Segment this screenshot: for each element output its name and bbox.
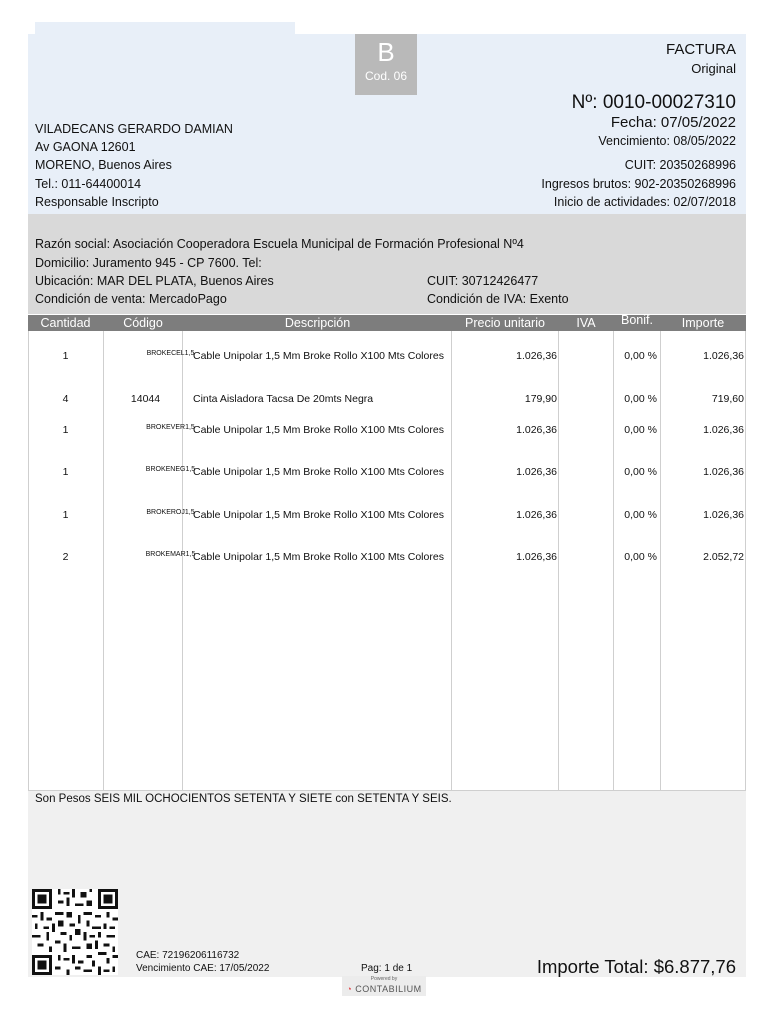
- client-business-name: Razón social: Asociación Cooperadora Escuela Municipal de Formación Profesional Nº4: [35, 237, 524, 251]
- brand-row: [342, 983, 426, 995]
- row-discount: 0,00 %: [624, 509, 657, 521]
- row-quantity: 1: [62, 350, 69, 362]
- row-amount: 1.026,36: [703, 424, 744, 436]
- header-amount: Importe: [681, 316, 725, 330]
- row-quantity: 1: [62, 424, 69, 436]
- issuer-name: VILADECANS GERARDO DAMIAN: [35, 122, 233, 136]
- issuer-address: Av GAONA 12601: [35, 140, 136, 154]
- powered-by-label: Powered by: [370, 976, 398, 982]
- header-code: Código: [123, 316, 163, 330]
- powered-by-badge: [342, 976, 426, 996]
- client-sale-condition: Condición de venta: MercadoPago: [35, 292, 227, 306]
- invoice-total: Importe Total: $6.877,76: [536, 956, 736, 977]
- header-description: Descripción: [284, 316, 351, 330]
- row-amount: 1.026,36: [703, 350, 744, 362]
- row-quantity: 2: [62, 551, 69, 563]
- row-unit-price: 1.026,36: [516, 466, 557, 478]
- row-code: 14044: [130, 393, 161, 405]
- items-table-header: [28, 315, 746, 331]
- page-indicator: Pag: 1 de 1: [361, 963, 413, 974]
- row-unit-price: 1.026,36: [516, 350, 557, 362]
- qr-code-icon: [30, 889, 120, 975]
- client-address: Domicilio: Juramento 945 - CP 7600. Tel:: [35, 256, 262, 270]
- issuer-phone: Tel.: 011-64400014: [35, 177, 142, 191]
- row-quantity: 1: [62, 466, 69, 478]
- invoice-number: Nº: 0010-00027310: [571, 92, 736, 113]
- table-row: [28, 424, 746, 438]
- header-discount: Bonif.: [621, 313, 653, 327]
- client-location: Ubicación: MAR DEL PLATA, Buenos Aires: [35, 274, 274, 288]
- amount-in-words: Son Pesos SEIS MIL OCHOCIENTOS SETENTA Y SIETE con SETENTA Y SEIS.: [35, 793, 452, 805]
- row-discount: 0,00 %: [624, 393, 657, 405]
- issuer-start-date: Inicio de actividades: 02/07/2018: [553, 195, 736, 209]
- header-unit-price: Precio unitario: [465, 316, 545, 330]
- invoice-date: Fecha: 07/05/2022: [610, 114, 736, 131]
- row-discount: 0,00 %: [624, 424, 657, 436]
- issuer-cuit: CUIT: 20350268996: [624, 158, 736, 172]
- cae-number: CAE: 72196206116732: [136, 950, 240, 961]
- invoice-letter: B: [377, 37, 395, 67]
- row-amount: 2.052,72: [703, 551, 744, 563]
- row-quantity: 1: [62, 509, 69, 521]
- row-discount: 0,00 %: [624, 551, 657, 563]
- row-unit-price: 1.026,36: [516, 551, 557, 563]
- row-code: BROKEVER1,5: [146, 424, 195, 431]
- row-description: Cable Unipolar 1,5 Mm Broke Rollo X100 Mts Colores: [193, 466, 444, 478]
- invoice-type-box: [355, 34, 417, 95]
- invoice-due-date: Vencimiento: 08/05/2022: [598, 134, 736, 148]
- invoice-code: Cod. 06: [364, 69, 408, 83]
- contabilium-logo-icon: ◔: [346, 984, 353, 994]
- table-row: [28, 551, 746, 565]
- table-row: [28, 509, 746, 523]
- row-quantity: 4: [62, 393, 69, 405]
- row-amount: 1.026,36: [703, 509, 744, 521]
- row-unit-price: 179,90: [524, 393, 557, 405]
- issuer-gross-income: Ingresos brutos: 902-20350268996: [541, 177, 736, 191]
- table-row: [28, 393, 746, 407]
- row-description: Cable Unipolar 1,5 Mm Broke Rollo X100 Mts Colores: [193, 509, 444, 521]
- row-code: BROKEMAR1,5: [145, 551, 196, 558]
- table-row: [28, 350, 746, 364]
- header-quantity: Cantidad: [40, 316, 91, 330]
- header-vat: IVA: [576, 316, 596, 330]
- row-code: BROKECEL1,5: [146, 350, 195, 357]
- row-amount: 719,60: [711, 393, 744, 405]
- cae-due-date: Vencimiento CAE: 17/05/2022: [136, 963, 270, 974]
- row-amount: 1.026,36: [703, 466, 744, 478]
- row-code: BROKENEG1,5: [145, 466, 196, 473]
- issuer-tax-condition: Responsable Inscripto: [35, 195, 159, 209]
- client-cuit: CUIT: 30712426477: [427, 274, 539, 288]
- row-discount: 0,00 %: [624, 466, 657, 478]
- row-unit-price: 1.026,36: [516, 424, 557, 436]
- row-discount: 0,00 %: [624, 350, 657, 362]
- invoice-type-title: FACTURA: [665, 41, 736, 58]
- row-description: Cable Unipolar 1,5 Mm Broke Rollo X100 Mts Colores: [193, 551, 444, 563]
- brand-name: CONTABILIUM: [355, 984, 422, 994]
- row-description: Cinta Aisladora Tacsa De 20mts Negra: [193, 393, 374, 405]
- row-code: BROKEROJ1,5: [146, 509, 195, 516]
- client-vat-condition: Condición de IVA: Exento: [427, 292, 569, 306]
- table-row: [28, 466, 746, 480]
- row-description: Cable Unipolar 1,5 Mm Broke Rollo X100 Mts Colores: [193, 350, 444, 362]
- row-unit-price: 1.026,36: [516, 509, 557, 521]
- issuer-city: MORENO, Buenos Aires: [35, 158, 172, 172]
- invoice-copy-label: Original: [691, 61, 736, 76]
- row-description: Cable Unipolar 1,5 Mm Broke Rollo X100 Mts Colores: [193, 424, 444, 436]
